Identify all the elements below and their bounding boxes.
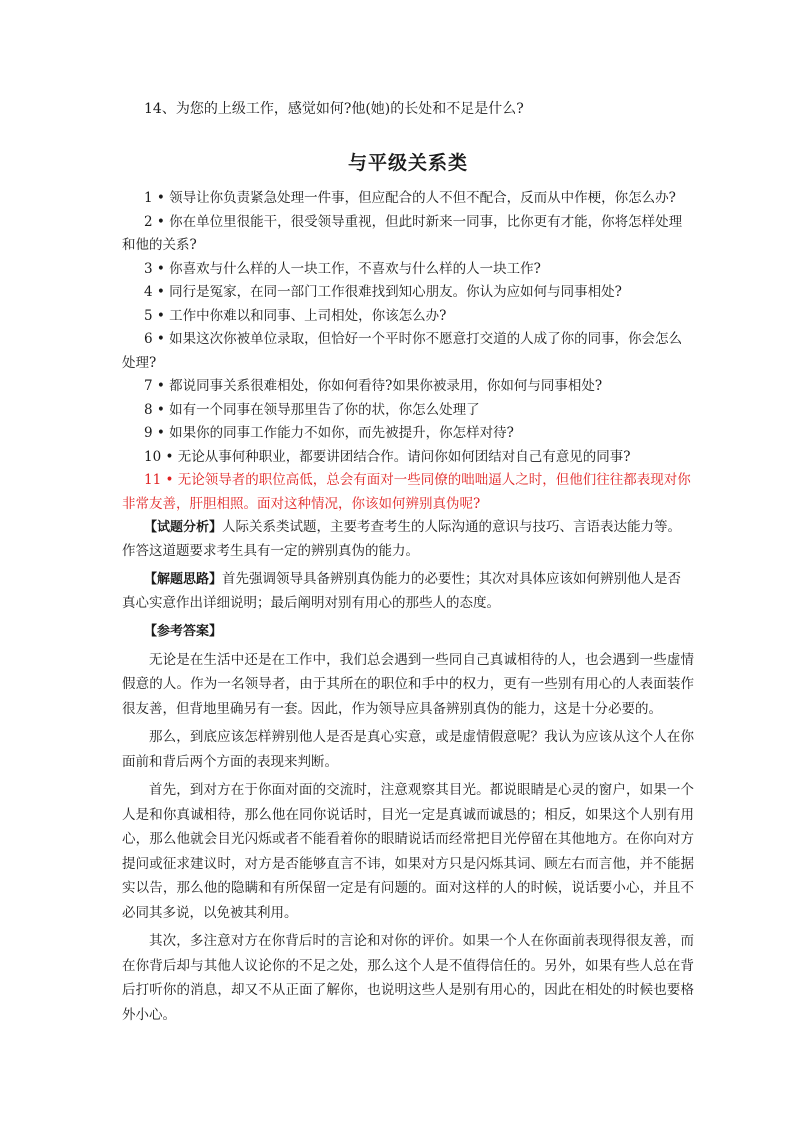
list-item: 8 • 如有一个同事在领导那里告了你的状，你怎么处理了 (144, 401, 480, 418)
question-list (122, 187, 694, 516)
question-14: 14、为您的上级工作，感觉如何?他(她)的长处和不足是什么? (144, 101, 524, 117)
list-item: 4 • 同行是冤家，在同一部门工作很难找到知心朋友。你认为应如何与同事相处? (144, 284, 622, 300)
approach-paragraph (122, 568, 694, 615)
answer-paragraph-2: 那么，到底应该怎样辨别他人是否是真心实意，或是虚情假意呢？我认为应该从这个人在你面前和背后两个方面的表现来判断。 (122, 729, 694, 770)
analysis-paragraph (122, 516, 694, 563)
list-item: 6 • 如果这次你被单位录取，但恰好一个平时你不愿意打交道的人成了你的同事，你会怎么处理? (122, 331, 683, 371)
list-item: 1 • 领导让你负责紧急处理一件事，但应配合的人不但不配合，反而从中作梗，你怎么办? (144, 190, 676, 206)
answer-paragraph-3: 首先，到对方在于你面对面的交流时，注意观察其目光。都说眼睛是心灵的窗户，如果一个人是和你真诚相待，那么他在同你说话时，目光一定是真诚而诚恳的；相反，如果这个人别有用心，那么他就会目光闪烁或者不能看着你的眼睛说话而经常把目光停留在其他地方。在你向对方提问或征求建议时，对方是否能够直言不讳，如果对方只是闪烁其词、顾左右而言他，并不能据实以告，那么他的隐瞒和有所保留一定是有问题的。面对这样的人的时候，说话要小心，并且不必同其多说，以免被其利用。 (122, 782, 694, 921)
answer-paragraph-4: 其次，多注意对方在你背后时的言论和对你的评价。如果一个人在你面前表现得很友善，而在你背后却与其他人议论你的不足之处，那么这个人是不值得信任的。另外，如果有些人总在背后打听你的消息，却又不从正面了解你，也说明这些人是别有用心的，因此在相处的时候也要格外小心。 (122, 933, 694, 1023)
approach-label: 【解题思路】 (144, 572, 223, 587)
list-item: 9 • 如果你的同事工作能力不如你，而先被提升，你怎样对待? (144, 425, 514, 441)
list-item: 3 • 你喜欢与什么样的人一块工作，不喜欢与什么样的人一块工作? (144, 260, 541, 277)
analysis-label: 【试题分析】 (144, 520, 223, 535)
list-item: 5 • 工作中你难以和同事、上司相处，你该怎么办? (144, 307, 447, 324)
list-item: 10 • 无论从事何种职业，都要讲团结合作。请问你如何团结对自己有意见的同事? (144, 448, 631, 465)
list-item: 7 • 都说同事关系很难相处，你如何看待?如果你被录用，你如何与同事相处? (144, 378, 603, 394)
highlighted-question-11: 11 • 无论领导者的职位高低，总会有面对一些同僚的咄咄逼人之时，但他们往往都表现对你非常友善，肝胆相照。面对这种情况，你该如何辨别真伪呢? (122, 472, 691, 512)
answer-heading: 【参考答案】 (144, 624, 223, 639)
section-title: 与平级关系类 (347, 152, 468, 174)
analysis-text: 人际关系类试题，主要考查考生的人际沟通的意识与技巧、言语表达能力等。作答这道题要求考生具有一定的辨别真伪的能力。 (122, 519, 682, 559)
approach-text: 首先强调领导具备辨别真伪能力的必要性；其次对具体应该如何辨别他人是否真心实意作出详细说明；最后阐明对别有用心的那些人的态度。 (122, 571, 682, 611)
document-page (122, 98, 694, 1027)
list-item: 2 • 你在单位里很能干，很受领导重视，但此时新来一同事，比你更有才能，你将怎样处理和他的关系? (122, 213, 683, 253)
answer-paragraph-1: 无论是在生活中还是在工作中，我们总会遇到一些同自己真诚相待的人，也会遇到一些虚情假意的人。作为一名领导者，由于其所在的职位和手中的权力，更有一些别有用心的人表面装作很友善，但背地里确另有一套。因此，作为领导应具备辨别真伪的能力，这是十分必要的。 (122, 651, 694, 717)
